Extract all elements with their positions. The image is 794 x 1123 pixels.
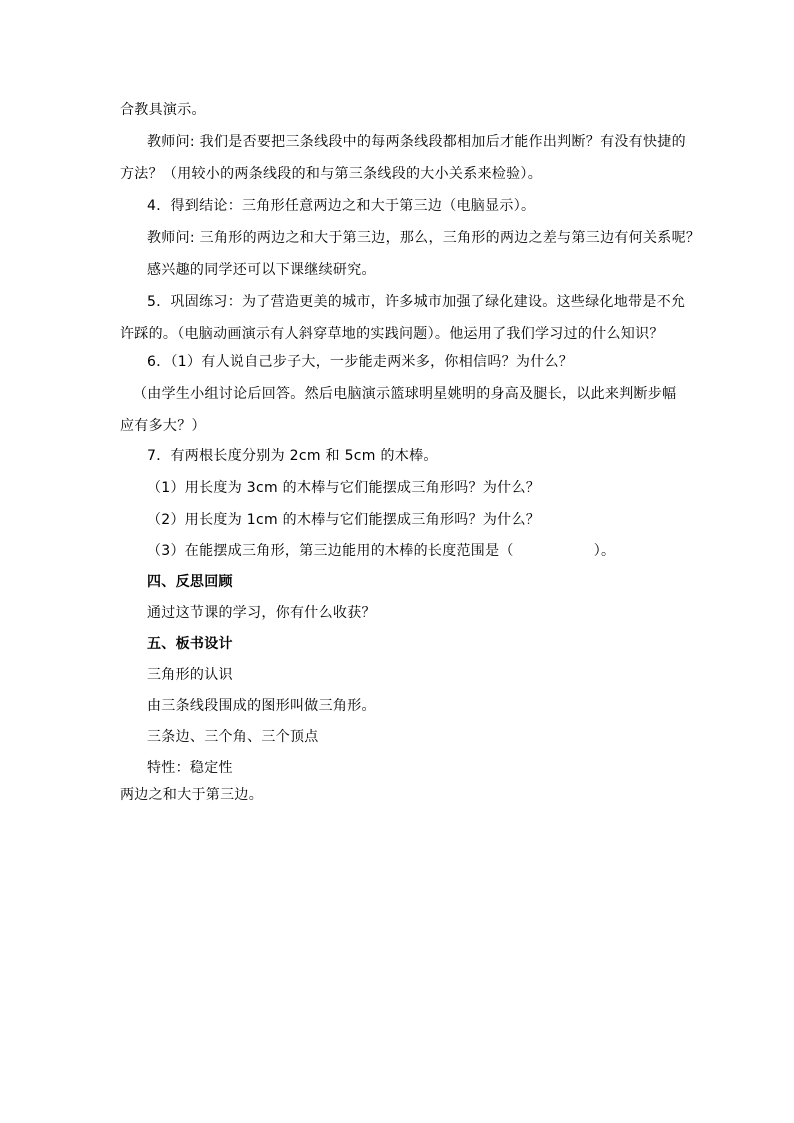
- paragraph-line: 许踩的。（电脑动画演示有人斜穿草地的实践问题）。他运用了我们学习过的什么知识？: [120, 326, 664, 342]
- paragraph-line: （1）用长度为 3cm 的木棒与它们能摆成三角形吗？为什么？: [147, 480, 541, 496]
- paragraph-line: 6．（1）有人说自己步子大，一步能走两米多，你相信吗？为什么？: [147, 354, 574, 370]
- paragraph-line: 方法？（用较小的两条线段的和与第三条线段的大小关系来检验）。: [120, 166, 542, 182]
- paragraph-line: 通过这节课的学习，你有什么收获？: [147, 605, 376, 621]
- paragraph-line: （2）用长度为 1cm 的木棒与它们能摆成三角形吗？为什么？: [147, 512, 541, 528]
- range-question-close: ）。: [593, 543, 616, 559]
- paragraph-line: 7．有两根长度分别为 2cm 和 5cm 的木棒。: [147, 448, 438, 464]
- paragraph-line: 5．巩固练习：为了营造更美的城市，许多城市加强了绿化建设。这些绿化地带是不允: [147, 294, 686, 310]
- paragraph-line: 感兴趣的同学还可以下课继续研究。: [147, 262, 376, 278]
- paragraph-line: 应有多大？）: [120, 418, 206, 434]
- paragraph-line: 教师问: 我们是否要把三条线段中的每两条线段都相加后才能作出判断？有没有快捷的: [147, 134, 686, 150]
- paragraph-line: 三条边、三个角、三个顶点: [147, 729, 319, 745]
- paragraph-line: （由学生小组讨论后回答。然后电脑演示篮球明星姚明的身高及腿长，以此来判断步幅: [133, 386, 677, 402]
- paragraph-line: 由三条线段围成的图形叫做三角形。: [147, 698, 376, 714]
- paragraph-line: [147, 542, 615, 560]
- paragraph-line: 特性：稳定性: [147, 760, 233, 776]
- paragraph-line: 教师问: 三角形的两边之和大于第三边，那么，三角形的两边之差与第三边有何关系呢？: [147, 230, 701, 246]
- paragraph-line: 三角形的认识: [147, 667, 233, 683]
- paragraph-line: 两边之和大于第三边。: [120, 787, 263, 803]
- paragraph-line: 合教具演示。: [120, 102, 206, 118]
- range-question-text: （3）在能摆成三角形，第三边能用的木棒的长度范围是（: [147, 543, 514, 559]
- section-heading: 五、板书设计: [147, 636, 233, 652]
- paragraph-line: 4．得到结论：三角形任意两边之和大于第三边（电脑显示）。: [147, 198, 536, 214]
- section-heading: 四、反思回顾: [147, 574, 233, 590]
